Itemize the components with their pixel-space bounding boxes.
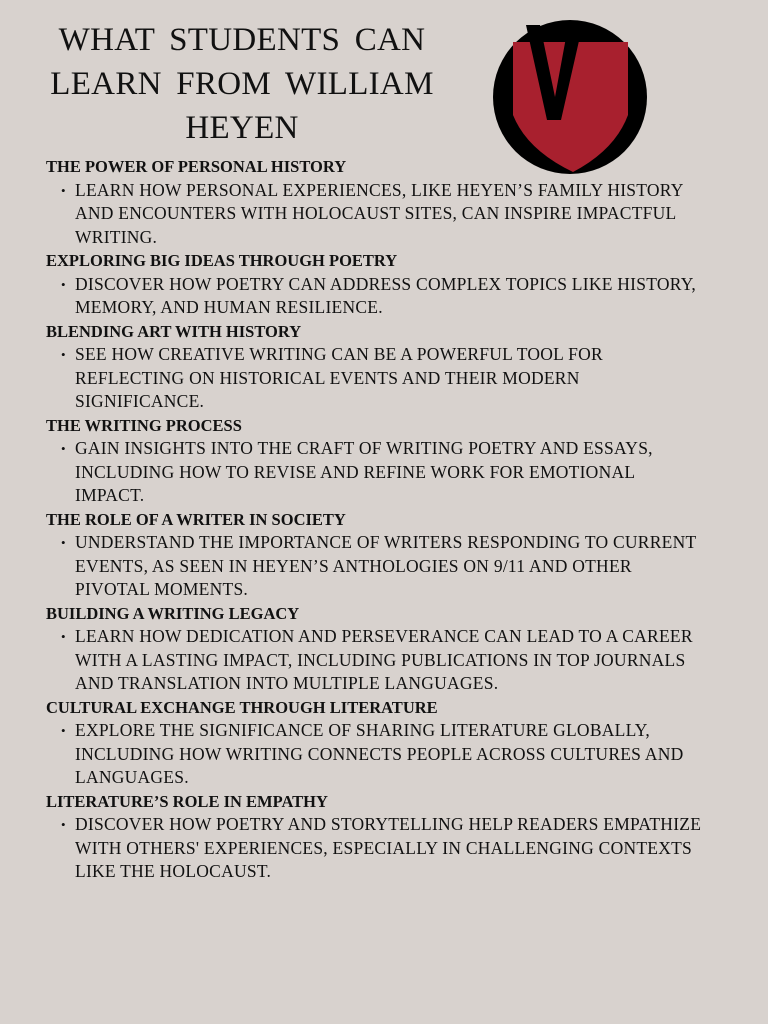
bullet-item: • LEARN HOW PERSONAL EXPERIENCES, LIKE HEYEN’S FAMILY HISTORY AND ENCOUNTERS WITH HOLOCAUST SITES, CAN INSPIRE IMPACTFUL WRITING. xyxy=(75,179,706,250)
bullet-list xyxy=(46,625,706,696)
bullet-item: • GAIN INSIGHTS INTO THE CRAFT OF WRITING POETRY AND ESSAYS, INCLUDING HOW TO REVISE AND REFINE WORK FOR EMOTIONAL IMPACT. xyxy=(75,437,706,508)
section-heading: THE POWER OF PERSONAL HISTORY xyxy=(46,157,347,176)
bullet-list xyxy=(46,813,706,884)
bullet-item: • DISCOVER HOW POETRY CAN ADDRESS COMPLEX TOPICS LIKE HISTORY, MEMORY, AND HUMAN RESILIENCE. xyxy=(75,273,706,320)
bullet-list xyxy=(46,719,706,790)
logo xyxy=(493,20,647,174)
bullet-list xyxy=(46,273,706,320)
section-art-history xyxy=(46,320,706,414)
page-title: WHAT STUDENTS CAN LEARN FROM WILLIAM HEYEN xyxy=(50,22,434,146)
section-big-ideas xyxy=(46,249,706,320)
section-cultural-exchange xyxy=(46,696,706,790)
section-empathy xyxy=(46,790,706,884)
section-heading: THE ROLE OF A WRITER IN SOCIETY xyxy=(46,509,346,529)
section-personal-history xyxy=(46,155,706,249)
bullet-item: • UNDERSTAND THE IMPORTANCE OF WRITERS RESPONDING TO CURRENT EVENTS, AS SEEN IN HEYEN’S ANTHOLOGIES ON 9/11 AND OTHER PIVOTAL MOMENTS. xyxy=(75,531,706,602)
section-writing-process xyxy=(46,414,706,508)
section-heading: BUILDING A WRITING LEGACY xyxy=(46,603,300,623)
bullet-list xyxy=(46,531,706,602)
bullet-item: • SEE HOW CREATIVE WRITING CAN BE A POWERFUL TOOL FOR REFLECTING ON HISTORICAL EVENTS AND THEIR MODERN SIGNIFICANCE. xyxy=(75,343,706,414)
section-heading: EXPLORING BIG IDEAS THROUGH POETRY xyxy=(46,251,398,270)
bullet-list xyxy=(46,343,706,414)
section-writing-legacy xyxy=(46,602,706,696)
content xyxy=(46,155,706,884)
section-heading: LITERATURE’S ROLE IN EMPATHY xyxy=(46,791,328,811)
section-writer-society xyxy=(46,508,706,602)
section-heading: THE WRITING PROCESS xyxy=(46,415,242,435)
bullet-item: • EXPLORE THE SIGNIFICANCE OF SHARING LITERATURE GLOBALLY, INCLUDING HOW WRITING CONNECTS PEOPLE ACROSS CULTURES AND LANGUAGES. xyxy=(75,719,706,790)
section-heading: CULTURAL EXCHANGE THROUGH LITERATURE xyxy=(46,697,438,717)
bullet-item: • LEARN HOW DEDICATION AND PERSEVERANCE CAN LEAD TO A CAREER WITH A LASTING IMPACT, INCLUDING PUBLICATIONS IN TOP JOURNALS AND TRANSLATION INTO MULTIPLE LANGUAGES. xyxy=(75,625,706,696)
bullet-list xyxy=(46,437,706,508)
section-heading: BLENDING ART WITH HISTORY xyxy=(46,321,302,341)
shield-v-logo-icon xyxy=(493,20,647,174)
bullet-list xyxy=(46,179,706,250)
bullet-item: • DISCOVER HOW POETRY AND STORYTELLING HELP READERS EMPATHIZE WITH OTHERS' EXPERIENCES, ESPECIALLY IN CHALLENGING CONTEXTS LIKE THE HOLOCAUST. xyxy=(75,813,706,884)
